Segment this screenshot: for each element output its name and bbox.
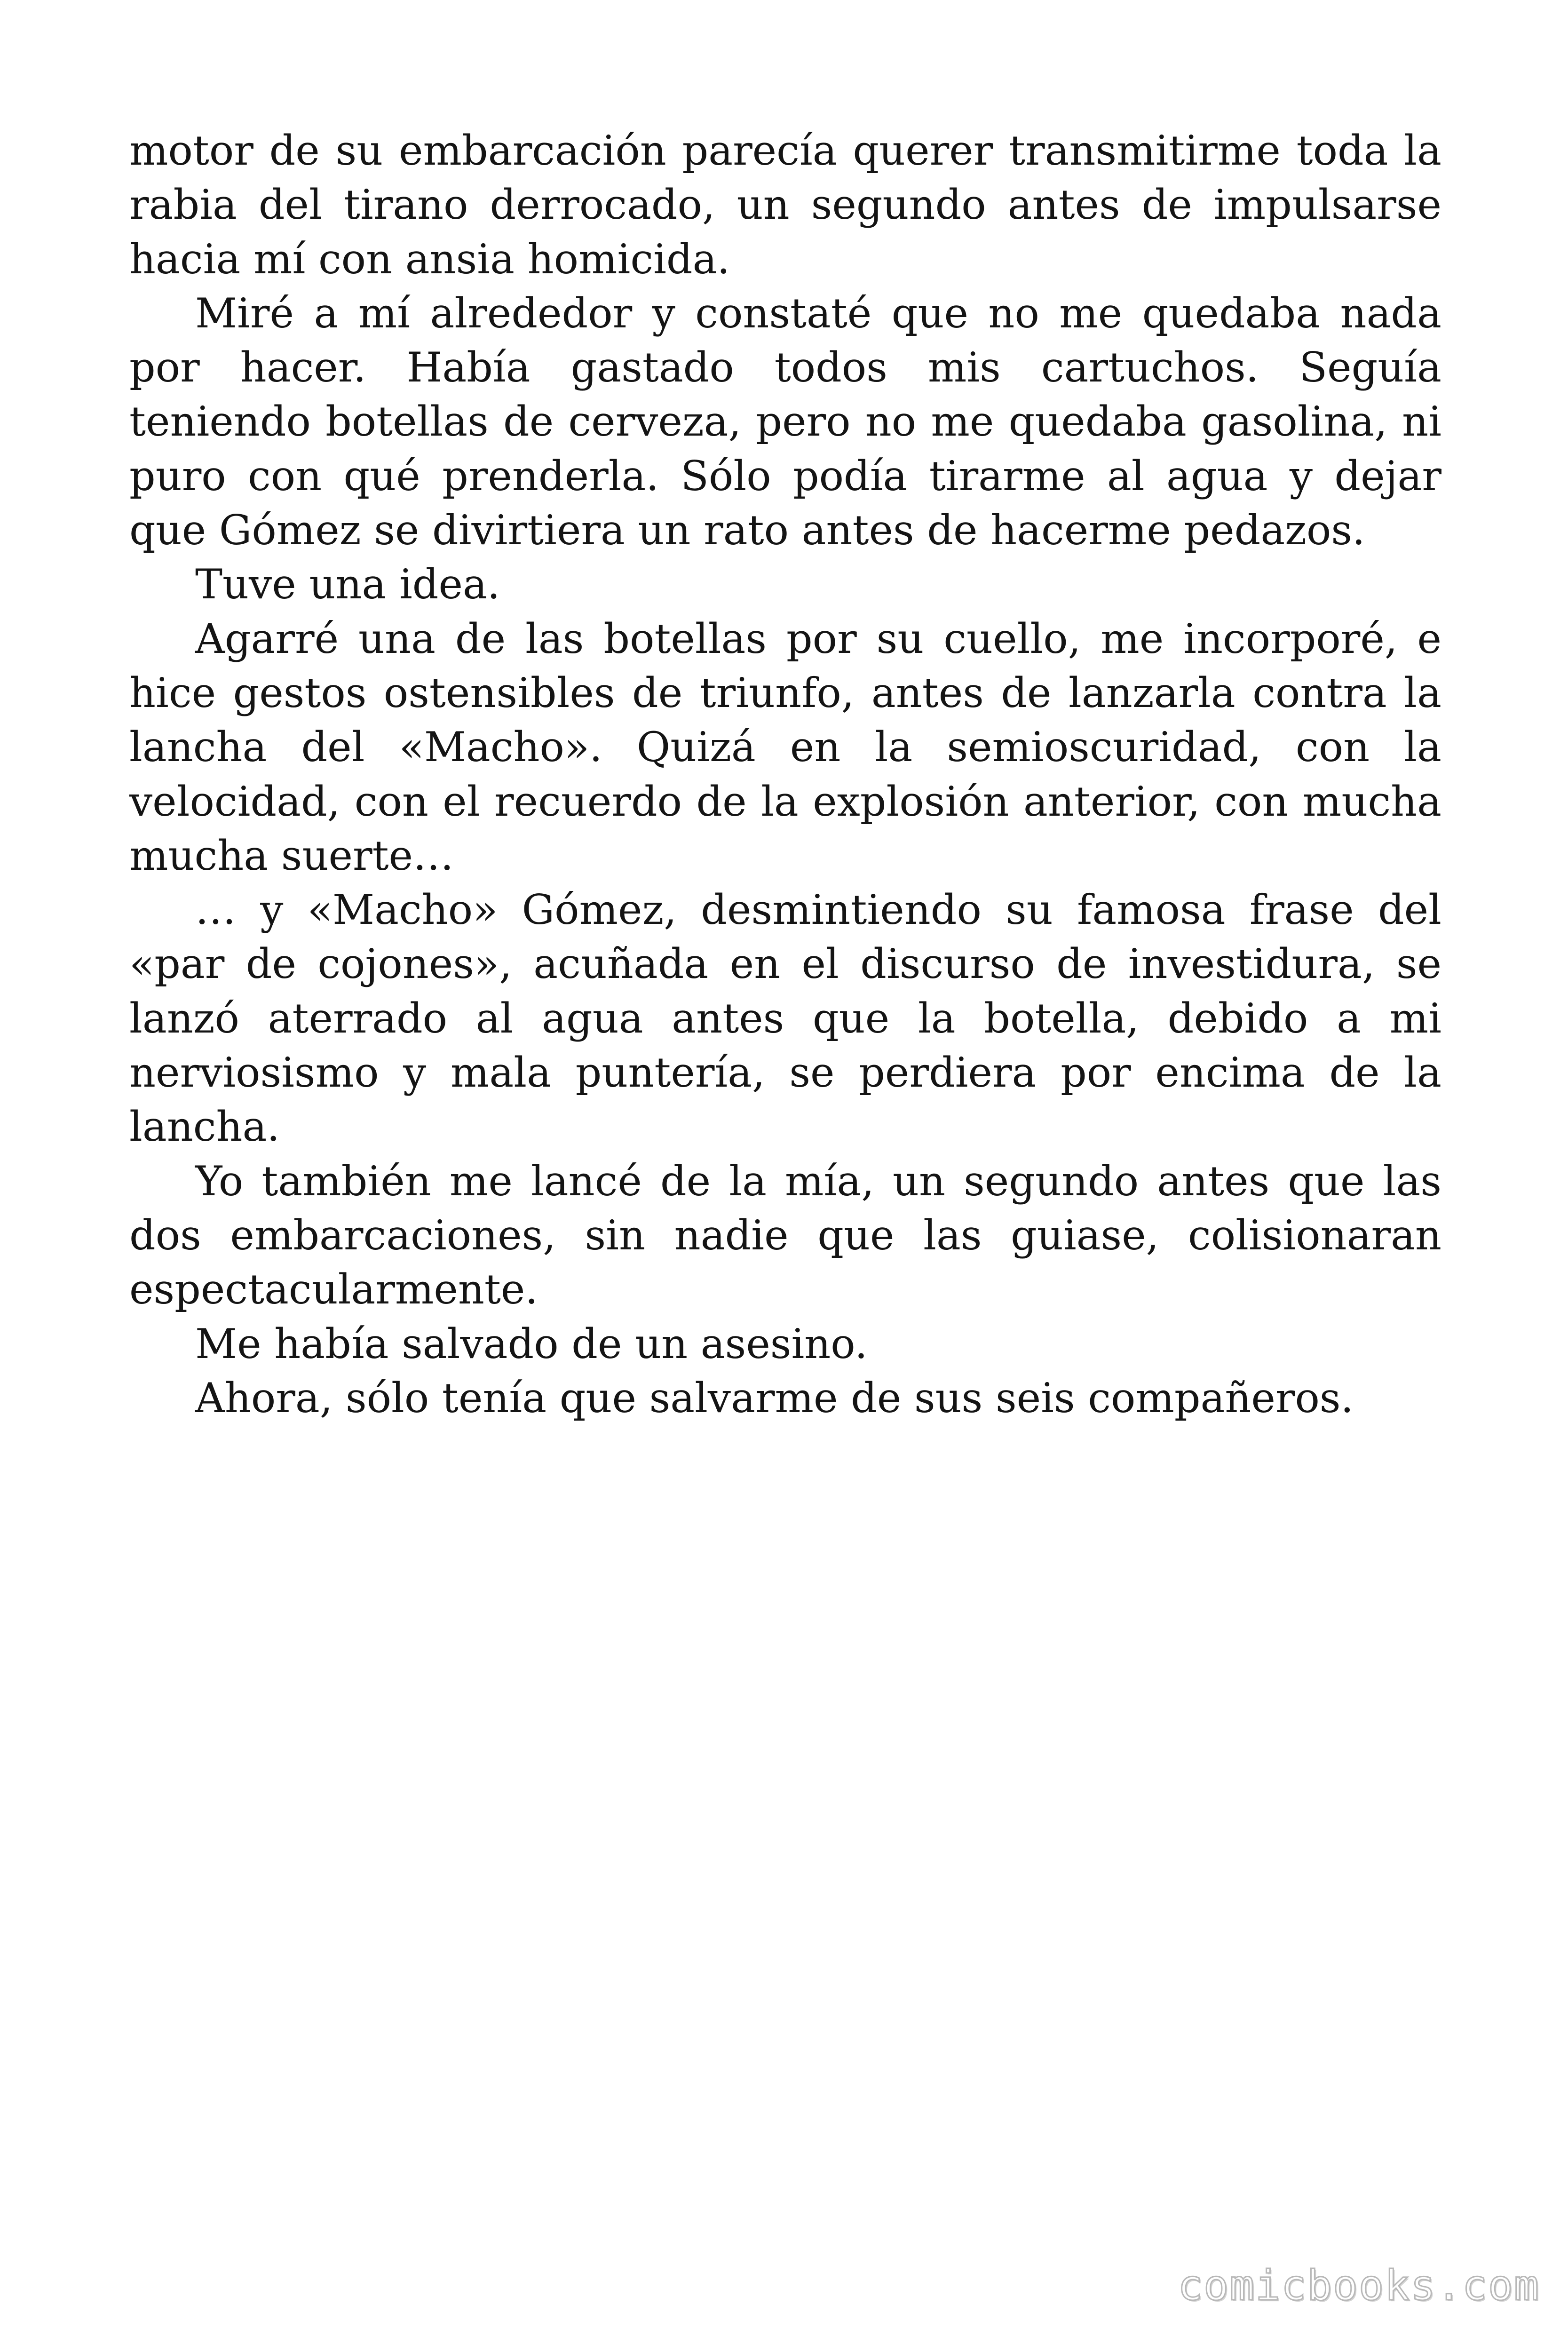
paragraph: Ahora, sólo tenía que salvarme de sus seis compañeros.: [195, 1374, 1354, 1422]
paragraph: Tuve una idea.: [195, 560, 500, 609]
watermark: comicbooks.com: [1178, 2261, 1540, 2310]
paragraph-continuation: motor de su embarcación parecía querer transmitirme toda la rabia del tirano derrocado, un segundo antes de impulsarse hacia mí con ansia homicida.: [129, 127, 1441, 283]
paragraph: Me había salvado de un asesino.: [195, 1319, 868, 1368]
paragraph: Miré a mí alrededor y constaté que no me quedaba nada por hacer. Había gastado todos mis cartuchos. Seguía teniendo botellas de cerveza, pero no me quedaba gasolina, ni puro con qué prenderla. Sólo podía tirarme al agua y dejar que Gómez se divirtiera un rato antes de hacerme pedazos.: [129, 289, 1441, 555]
paragraph: Agarré una de las botellas por su cuello, me incorporé, e hice gestos ostensibles de triunfo, antes de lanzarla contra la lancha del «Macho». Quizá en la semioscuridad, con la velocidad, con el recuerdo de la explosión anterior, con mucha mucha suerte…: [129, 614, 1441, 880]
paragraph: … y «Macho» Gómez, desmintiendo su famosa frase del «par de cojones», acuñada en el discurso de investidura, se lanzó aterrado al agua antes que la botella, debido a mi nerviosismo y mala puntería, se perdiera por encima de la lancha.: [129, 886, 1441, 1151]
paragraph: Yo también me lancé de la mía, un segundo antes que las dos embarcaciones, sin nadie que las guiase, colisionaran espectacularmente.: [129, 1157, 1441, 1314]
page-text-body: [129, 124, 1441, 1425]
